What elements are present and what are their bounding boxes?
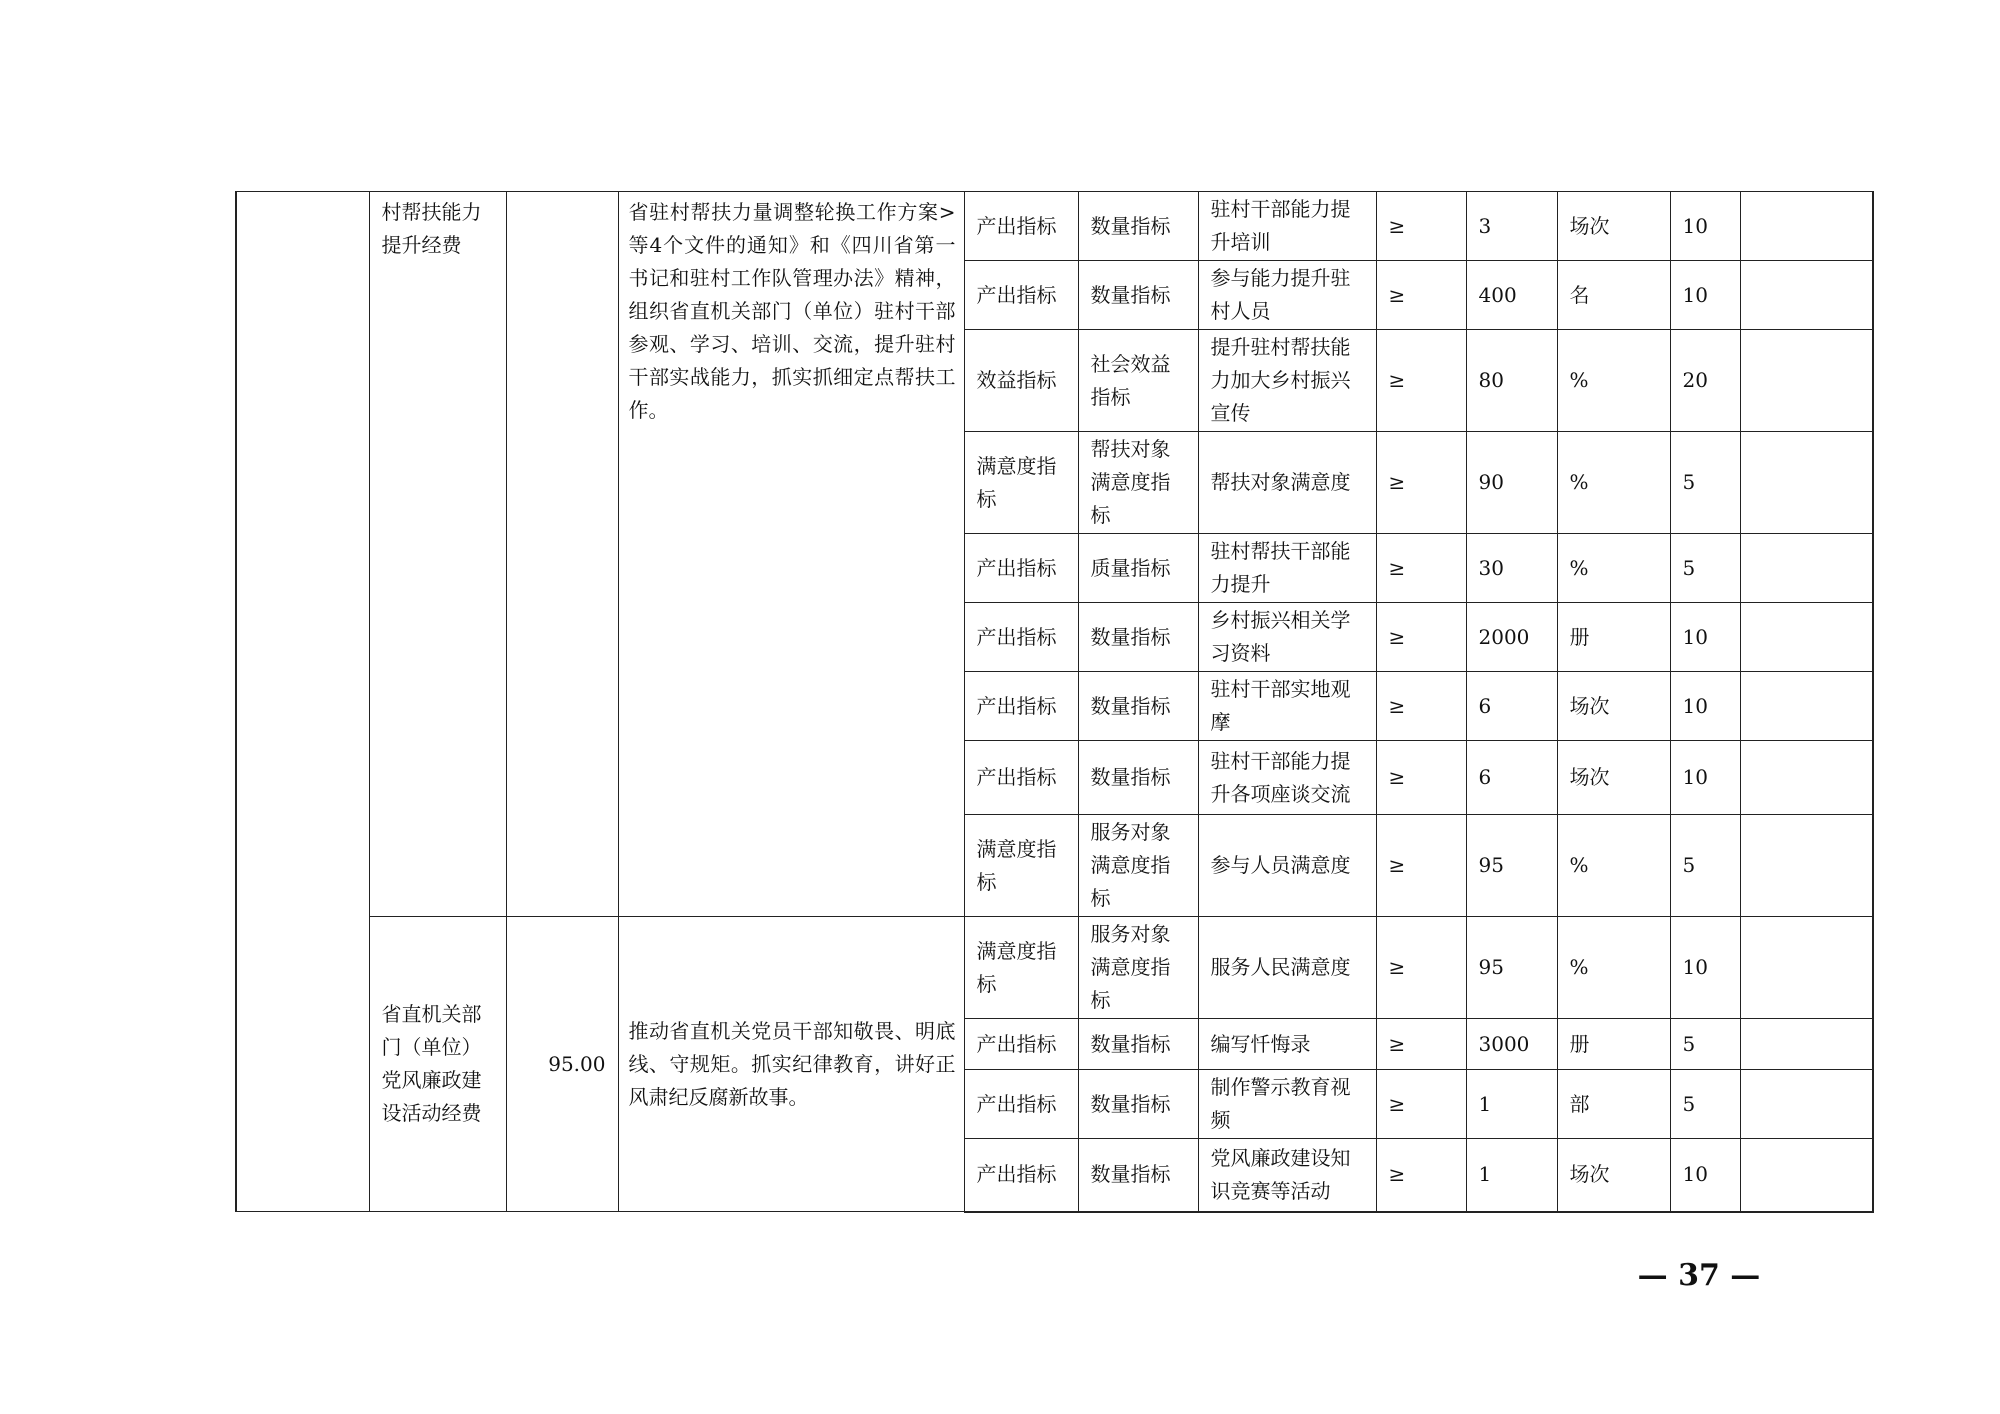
- level3-indicator-cell: 参与人员满意度: [1198, 815, 1376, 917]
- operator-cell: ≥: [1376, 432, 1466, 534]
- unit-cell: 部: [1557, 1070, 1670, 1139]
- weight-cell: 5: [1670, 815, 1740, 917]
- level3-indicator-cell: 驻村干部实地观摩: [1198, 672, 1376, 741]
- level2-indicator-cell: 服务对象满意度指标: [1078, 815, 1198, 917]
- remark-cell: [1740, 432, 1873, 534]
- weight-cell: 10: [1670, 192, 1740, 261]
- weight-cell: 10: [1670, 672, 1740, 741]
- target-value-cell: 6: [1466, 741, 1557, 815]
- target-value-cell: 400: [1466, 261, 1557, 330]
- unit-cell: 场次: [1557, 192, 1670, 261]
- remark-cell: [1740, 534, 1873, 603]
- remark-cell: [1740, 917, 1873, 1019]
- level2-indicator-cell: 数量指标: [1078, 1070, 1198, 1139]
- remark-cell: [1740, 603, 1873, 672]
- level3-indicator-cell: 编写忏悔录: [1198, 1019, 1376, 1070]
- target-value-cell: 90: [1466, 432, 1557, 534]
- operator-cell: ≥: [1376, 815, 1466, 917]
- target-value-cell: 1: [1466, 1139, 1557, 1212]
- operator-cell: ≥: [1376, 603, 1466, 672]
- unit-cell: 场次: [1557, 672, 1670, 741]
- level1-indicator-cell: 产出指标: [964, 534, 1078, 603]
- unit-cell: 名: [1557, 261, 1670, 330]
- level3-indicator-cell: 驻村干部能力提升培训: [1198, 192, 1376, 261]
- page-number: — 37 —: [1637, 1258, 1761, 1293]
- target-value-cell: 1: [1466, 1070, 1557, 1139]
- level1-indicator-cell: 满意度指标: [964, 815, 1078, 917]
- level2-indicator-cell: 数量指标: [1078, 1019, 1198, 1070]
- operator-cell: ≥: [1376, 192, 1466, 261]
- remark-cell: [1740, 1019, 1873, 1070]
- level2-indicator-cell: 帮扶对象满意度指标: [1078, 432, 1198, 534]
- weight-cell: 10: [1670, 261, 1740, 330]
- level1-indicator-cell: 产出指标: [964, 192, 1078, 261]
- level3-indicator-cell: 党风廉政建设知识竞赛等活动: [1198, 1139, 1376, 1212]
- unit-cell: 场次: [1557, 741, 1670, 815]
- operator-cell: ≥: [1376, 917, 1466, 1019]
- remark-cell: [1740, 261, 1873, 330]
- target-value-cell: 2000: [1466, 603, 1557, 672]
- operator-cell: ≥: [1376, 672, 1466, 741]
- unit-cell: 册: [1557, 1019, 1670, 1070]
- target-value-cell: 80: [1466, 330, 1557, 432]
- target-value-cell: 95: [1466, 917, 1557, 1019]
- level2-indicator-cell: 社会效益指标: [1078, 330, 1198, 432]
- table-body: [236, 192, 1873, 1212]
- level2-indicator-cell: 数量指标: [1078, 741, 1198, 815]
- level3-indicator-cell: 服务人民满意度: [1198, 917, 1376, 1019]
- unit-cell: %: [1557, 432, 1670, 534]
- project-amount-cell: [506, 192, 618, 917]
- operator-cell: ≥: [1376, 261, 1466, 330]
- operator-cell: ≥: [1376, 741, 1466, 815]
- level3-indicator-cell: 驻村帮扶干部能力提升: [1198, 534, 1376, 603]
- weight-cell: 5: [1670, 1070, 1740, 1139]
- unit-cell: %: [1557, 917, 1670, 1019]
- level1-indicator-cell: 效益指标: [964, 330, 1078, 432]
- weight-cell: 20: [1670, 330, 1740, 432]
- operator-cell: ≥: [1376, 1019, 1466, 1070]
- target-value-cell: 95: [1466, 815, 1557, 917]
- level1-indicator-cell: 产出指标: [964, 741, 1078, 815]
- level1-indicator-cell: 产出指标: [964, 261, 1078, 330]
- level1-indicator-cell: 满意度指标: [964, 917, 1078, 1019]
- weight-cell: 10: [1670, 741, 1740, 815]
- weight-cell: 10: [1670, 917, 1740, 1019]
- level1-indicator-cell: 产出指标: [964, 672, 1078, 741]
- level1-indicator-cell: 产出指标: [964, 1019, 1078, 1070]
- unit-cell: %: [1557, 815, 1670, 917]
- operator-cell: ≥: [1376, 1070, 1466, 1139]
- target-value-cell: 30: [1466, 534, 1557, 603]
- level1-indicator-cell: 满意度指标: [964, 432, 1078, 534]
- level2-indicator-cell: 数量指标: [1078, 261, 1198, 330]
- target-value-cell: 3: [1466, 192, 1557, 261]
- level3-indicator-cell: 驻村干部能力提升各项座谈交流: [1198, 741, 1376, 815]
- weight-cell: 10: [1670, 603, 1740, 672]
- remark-cell: [1740, 815, 1873, 917]
- table-row: [236, 917, 1873, 1019]
- unit-cell: 场次: [1557, 1139, 1670, 1212]
- level3-indicator-cell: 提升驻村帮扶能力加大乡村振兴宣传: [1198, 330, 1376, 432]
- level2-indicator-cell: 数量指标: [1078, 672, 1198, 741]
- project-name-cell: 村帮扶能力提升经费: [369, 192, 506, 917]
- remark-cell: [1740, 741, 1873, 815]
- remark-cell: [1740, 672, 1873, 741]
- weight-cell: 10: [1670, 1139, 1740, 1212]
- project-amount-cell: 95.00: [506, 917, 618, 1212]
- level3-indicator-cell: 乡村振兴相关学习资料: [1198, 603, 1376, 672]
- weight-cell: 5: [1670, 1019, 1740, 1070]
- project-name-cell: 省直机关部门（单位）党风廉政建设活动经费: [369, 917, 506, 1212]
- weight-cell: 5: [1670, 432, 1740, 534]
- performance-indicator-table: [235, 191, 1874, 1213]
- remark-cell: [1740, 330, 1873, 432]
- unit-cell: %: [1557, 330, 1670, 432]
- level1-indicator-cell: 产出指标: [964, 603, 1078, 672]
- level3-indicator-cell: 制作警示教育视频: [1198, 1070, 1376, 1139]
- project-description-cell: 省驻村帮扶力量调整轮换工作方案>等4个文件的通知》和《四川省第一书记和驻村工作队管理办法》精神，组织省直机关部门（单位）驻村干部参观、学习、培训、交流，提升驻村干部实战能力，抓实抓细定点帮扶工作。: [618, 192, 964, 917]
- weight-cell: 5: [1670, 534, 1740, 603]
- operator-cell: ≥: [1376, 1139, 1466, 1212]
- project-description-cell: 推动省直机关党员干部知敬畏、明底线、守规矩。抓实纪律教育，讲好正风肃纪反腐新故事。: [618, 917, 964, 1212]
- target-value-cell: 6: [1466, 672, 1557, 741]
- table-row: [236, 192, 1873, 261]
- level2-indicator-cell: 质量指标: [1078, 534, 1198, 603]
- operator-cell: ≥: [1376, 534, 1466, 603]
- level2-indicator-cell: 数量指标: [1078, 192, 1198, 261]
- remark-cell: [1740, 1139, 1873, 1212]
- unit-cell: 册: [1557, 603, 1670, 672]
- level3-indicator-cell: 帮扶对象满意度: [1198, 432, 1376, 534]
- target-value-cell: 3000: [1466, 1019, 1557, 1070]
- level2-indicator-cell: 数量指标: [1078, 1139, 1198, 1212]
- operator-cell: ≥: [1376, 330, 1466, 432]
- remark-cell: [1740, 1070, 1873, 1139]
- category-cell: [236, 192, 369, 1212]
- level3-indicator-cell: 参与能力提升驻村人员: [1198, 261, 1376, 330]
- unit-cell: %: [1557, 534, 1670, 603]
- level1-indicator-cell: 产出指标: [964, 1070, 1078, 1139]
- level1-indicator-cell: 产出指标: [964, 1139, 1078, 1212]
- remark-cell: [1740, 192, 1873, 261]
- level2-indicator-cell: 数量指标: [1078, 603, 1198, 672]
- level2-indicator-cell: 服务对象满意度指标: [1078, 917, 1198, 1019]
